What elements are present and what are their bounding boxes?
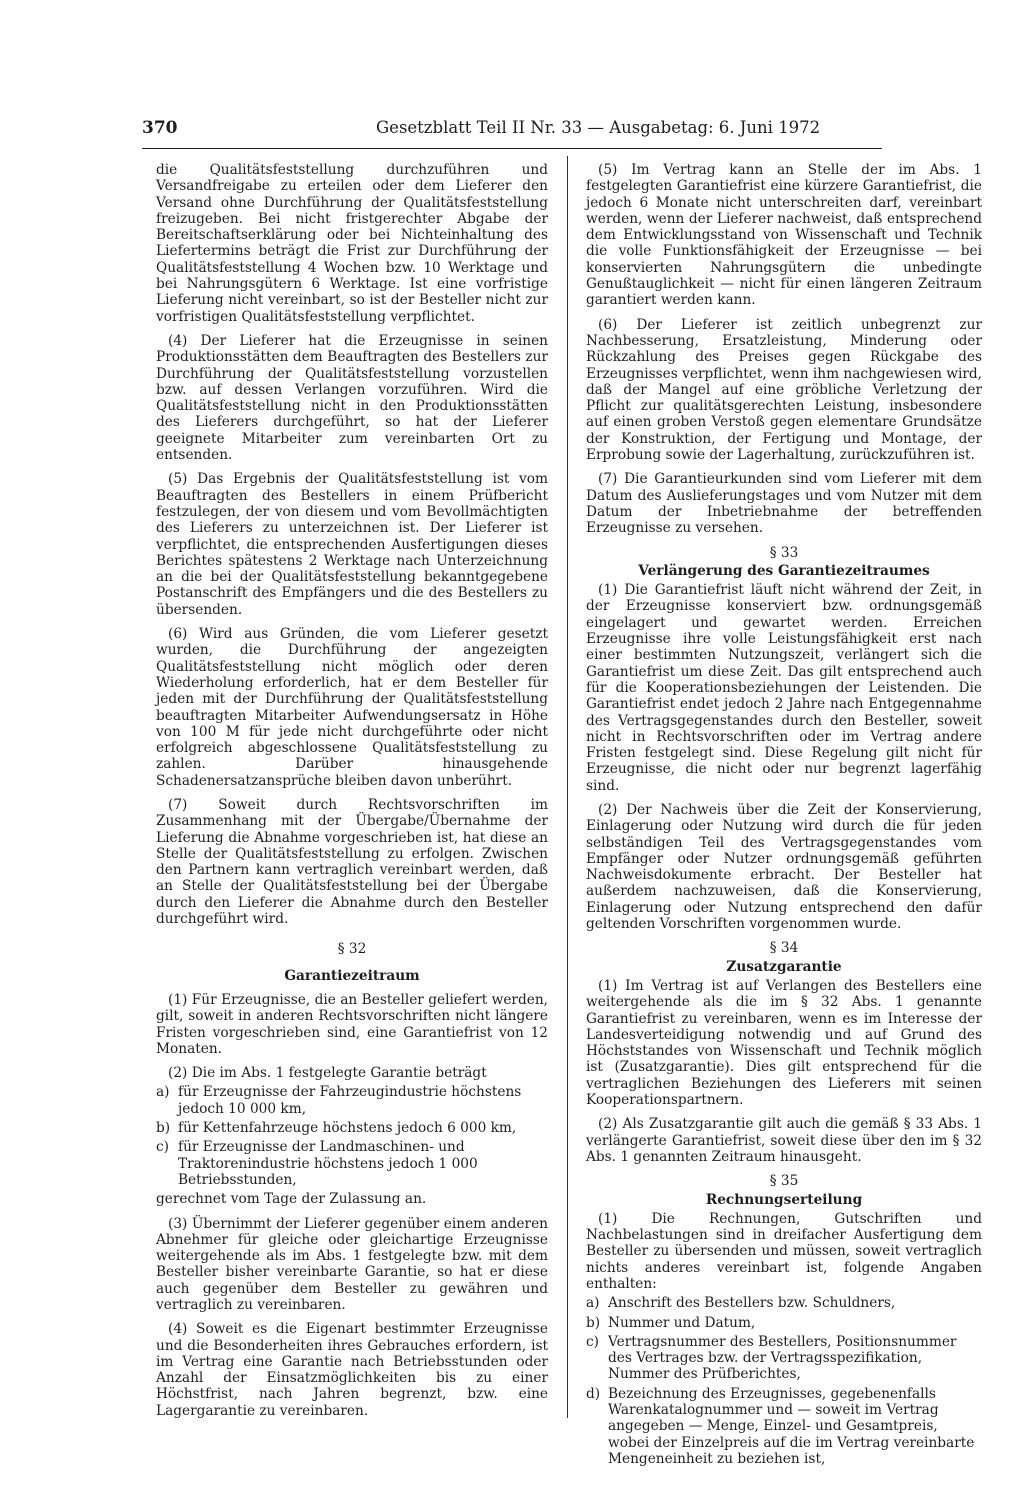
header-rule bbox=[142, 148, 882, 149]
section-32-paragraph-4: (4) Soweit es die Eigenart bestimmter Erzeugnisse und die Besonderheiten ihres Gebrauches erfordern, ist im Vertrag eine Garantie nach Betriebsstunden oder Anzahl der Einsatzmöglichkeiten bis zu einer Höchstfrist, nach Jahren begrenzt, bzw. eine Lagergarantie zu vereinbaren. bbox=[156, 1321, 548, 1419]
list-item bbox=[586, 1386, 982, 1467]
left-column bbox=[156, 162, 548, 1427]
paragraph-4: (4) Der Lieferer hat die Erzeugnisse in seinen Produktionsstätten dem Beauftragten des Bestellers zur Durchführung der Qualitätsfeststellung vorzustellen bzw. auf dessen Verlangen vorzuführen. Wird die Qualitätsfeststellung nicht in den Produktionsstätten des Lieferers durchgeführt, so hat der Lieferer geeignete Mitarbeiter zum vereinbarten Ort zu entsenden. bbox=[156, 332, 548, 464]
section-33-title: Verlängerung des Garantiezeitraumes bbox=[638, 562, 930, 579]
list-text: für Kettenfahrzeuge höchstens jedoch 6 000 km, bbox=[178, 1120, 517, 1137]
paragraph-6: (6) Wird aus Gründen, die vom Lieferer gesetzt wurden, die Durchführung der angezeigten Qualitätsfeststellung nicht möglich oder deren Wiederholung erforderlich, hat er dem Besteller für jeden mit der Durchführung der Qualitätsfeststellung beauftragten Mitarbeiter Aufwendungsersatz in Höhe von 100 M für jede nicht durchgeführte oder nicht erfolgreich abgeschlossene Qualitätsfeststellung zu zahlen. Darüber hinausgehende Schadenersatzansprüche bleiben davon unberührt. bbox=[156, 626, 548, 789]
list-text: Nummer und Datum, bbox=[608, 1314, 756, 1331]
list-letter: a) bbox=[586, 1295, 600, 1312]
section-32-paragraph-7: (7) Die Garantieurkunden sind vom Lieferer mit dem Datum des Auslieferungstages und vom Nutzer mit dem Datum der Inbetriebnahme der betreffenden Erzeugnisse zu versehen. bbox=[586, 471, 982, 537]
list-letter: b) bbox=[156, 1120, 171, 1137]
section-33-number: § 33 bbox=[769, 544, 799, 561]
section-34-number: § 34 bbox=[769, 940, 799, 957]
section-32-paragraph-6: (6) Der Lieferer ist zeitlich unbegrenzt zur Nachbesserung, Ersatzleistung, Minderung oder Rückzahlung des Preises gegen Rückgabe des Erzeugnisses verpflichtet, wenn ihm nachgewiesen wird, daß der Mangel auf eine gröbliche Verletzung der Pflicht zur qualitätsgerechten Leistung, insbesondere auf einen groben Verstoß gegen elementare Grundsätze der Konstruktion, der Fertigung und Montage, der Erprobung sowie der Lagerhaltung, zurückzuführen ist. bbox=[586, 316, 982, 464]
list-item bbox=[156, 1084, 548, 1117]
section-35-paragraph-1: (1) Die Rechnungen, Gutschriften und Nachbelastungen sind in dreifacher Ausfertigung dem Besteller zu übersenden und müssen, soweit vertraglich nichts anderes vereinbart ist, folgende Angaben enthalten: bbox=[586, 1210, 982, 1292]
list-text: für Erzeugnisse der Fahrzeugindustrie höchstens jedoch 10 000 km, bbox=[178, 1084, 522, 1117]
list-item bbox=[156, 1139, 548, 1188]
section-35-number: § 35 bbox=[769, 1173, 799, 1190]
list-letter: d) bbox=[586, 1385, 601, 1402]
list-text: Vertragsnummer des Bestellers, Positionsnummer des Vertrages bzw. der Vertragsspezifikation, Nummer des Prüfberichtes, bbox=[608, 1333, 957, 1383]
list-letter: b) bbox=[586, 1314, 601, 1331]
section-32-paragraph-2: (2) Die im Abs. 1 festgelegte Garantie beträgt bbox=[168, 1065, 487, 1082]
section-34-paragraph-1: (1) Im Vertrag ist auf Verlangen des Bestellers eine weitergehende als die im § 32 Abs. 1 genannte Garantiefrist zu vereinbaren, wenn es im Interesse der Landesverteidigung notwendig und auf Grund des Höchststandes von Wissenschaft und Technik möglich ist (Zusatzgarantie). Dies gilt entsprechend für die vertraglichen Beziehungen des Lieferers mit seinen Kooperationspartnern. bbox=[586, 977, 982, 1109]
paragraph-7: (7) Soweit durch Rechtsvorschriften im Zusammenhang mit der Übergabe/Übernahme der Lieferung die Abnahme vorgeschrieben ist, hat diese an Stelle der Qualitätsfeststellung zu erfolgen. Zwischen den Partnern kann vertraglich vereinbart werden, daß an Stelle der Qualitätsfeststellung bei der Übergabe durch den Lieferer die Abnahme durch den Besteller durchgeführt wird. bbox=[156, 796, 548, 928]
section-32-number: § 32 bbox=[337, 941, 367, 958]
section-32-title: Garantiezeitraum bbox=[284, 967, 420, 984]
section-34-title: Zusatzgarantie bbox=[726, 958, 842, 975]
right-column bbox=[586, 162, 982, 1470]
list-item bbox=[156, 1120, 548, 1136]
list-letter: a) bbox=[156, 1084, 170, 1101]
section-32-tail: gerechnet vom Tage der Zulassung an. bbox=[156, 1191, 427, 1208]
list-item bbox=[586, 1295, 982, 1311]
section-33-paragraph-1: (1) Die Garantiefrist läuft nicht während der Zeit, in der Erzeugnisse konserviert bzw. ordnungsgemäß eingelagert und gewartet werden. Erreichen Erzeugnisse ihre volle Leistungsfähigkeit erst nach einer bestimmten Nutzungszeit, verlängert sich die Garantiefrist um diese Zeit. Das gilt entsprechend auch für die Kooperationsbeziehungen der Leistenden. Die Garantiefrist endet jedoch 2 Jahre nach Entgegennahme des Vertragsgegenstandes durch den Besteller, soweit nicht in Rechtsvorschriften oder im Vertrag andere Fristen festgelegt sind. Diese Regelung gilt nicht für Erzeugnisse, die nicht oder nur begrenzt lagerfähig sind. bbox=[586, 582, 982, 794]
paragraph-5: (5) Das Ergebnis der Qualitätsfeststellung ist vom Beauftragten des Bestellers in einem Prüfbericht festzulegen, der von diesem und vom Bevollmächtigten des Lieferers zu unterzeichnen ist. Der Lieferer ist verpflichtet, die entsprechenden Ausfertigungen dieses Berichtes spätestens 2 Werktage nach Unterzeichnung an die bei der Qualitätsfeststellung bekanntgegebene Postanschrift des Empfängers und die des Bestellers zu übersenden. bbox=[156, 471, 548, 618]
continued-paragraph: die Qualitätsfeststellung durchzuführen und Versandfreigabe zu erteilen oder dem Lieferer den Versand ohne Durchführung der Qualitätsfeststellung freizugeben. Bei nicht fristgerechter Abgabe der Bereitschaftserklärung oder bei Nichteinhaltung des Liefertermins beträgt die Frist zur Durchführung der Qualitätsfeststellung 4 Wochen bzw. 10 Werktage und bei Nahrungsgütern 6 Werktage. Ist eine vorfristige Lieferung nicht vereinbart, so ist der Besteller nicht zur vorfristigen Qualitätsfeststellung verpflichtet. bbox=[156, 162, 548, 325]
section-34-paragraph-2: (2) Als Zusatzgarantie gilt auch die gemäß § 33 Abs. 1 verlängerte Garantiefrist, soweit diese über den im § 32 Abs. 1 genannten Zeitraum hinausgeht. bbox=[586, 1116, 982, 1165]
section-32-paragraph-1: (1) Für Erzeugnisse, die an Besteller geliefert werden, gilt, soweit in anderen Rechtsvorschriften nicht längere Fristen vorgeschrieben sind, eine Garantiefrist von 12 Monaten. bbox=[156, 991, 548, 1057]
list-item bbox=[586, 1315, 982, 1331]
list-text: Bezeichnung des Erzeugnisses, gegebenenfalls Warenkatalognummer und — soweit im Vertrag angegeben — Menge, Einzel- und Gesamtpreis, wobei der Einzelpreis auf die im Vertrag vereinbarte Mengeneinheit zu beziehen ist, bbox=[608, 1385, 975, 1467]
running-title: Gesetzblatt Teil II Nr. 33 — Ausgabetag: 6. Juni 1972 bbox=[376, 118, 821, 137]
column-divider bbox=[567, 156, 568, 1418]
list-item bbox=[586, 1334, 982, 1383]
section-35-title: Rechnungserteilung bbox=[705, 1191, 863, 1208]
page-number: 370 bbox=[142, 118, 178, 138]
section-32-paragraph-5: (5) Im Vertrag kann an Stelle der im Abs. 1 festgelegten Garantiefrist eine kürzere Garantiefrist, die jedoch 6 Monate nicht unterschreiten darf, vereinbart werden, wenn der Lieferer nachweist, daß entsprechend dem Entwicklungsstand von Wissenschaft und Technik die volle Funktionsfähigkeit der Erzeugnisse — bei konservierten Nahrungsgütern die unbedingte Genußtauglichkeit — nicht für einen längeren Zeitraum garantiert werden kann. bbox=[586, 162, 982, 309]
list-text: für Erzeugnisse der Landmaschinen- und Traktorenindustrie höchstens jedoch 1 000 Betriebsstunden, bbox=[178, 1139, 478, 1188]
section-33-paragraph-2: (2) Der Nachweis über die Zeit der Konservierung, Einlagerung oder Nutzung wird durch die für jeden selbständigen Teil des Vertragsgegenstandes vom Empfänger oder Nutzer ordnungsgemäß geführten Nachweisdokumente erbracht. Der Besteller hat außerdem nachzuweisen, daß die Konservierung, Einlagerung oder Nutzung entsprechend den dafür geltenden Vorschriften vorgenommen wurde. bbox=[586, 801, 982, 933]
list-text: Anschrift des Bestellers bzw. Schuldners, bbox=[608, 1295, 896, 1312]
list-letter: c) bbox=[156, 1139, 170, 1156]
list-letter: c) bbox=[586, 1333, 600, 1350]
section-32-paragraph-3: (3) Übernimmt der Lieferer gegenüber einem anderen Abnehmer für gleiche oder gleichartige Erzeugnisse weitergehende als im Abs. 1 festgelegte bzw. mit dem Besteller bisher vereinbarte Garantie, so hat er diese auch gegenüber dem Besteller zu gewähren und vertraglich zu vereinbaren. bbox=[156, 1215, 548, 1313]
